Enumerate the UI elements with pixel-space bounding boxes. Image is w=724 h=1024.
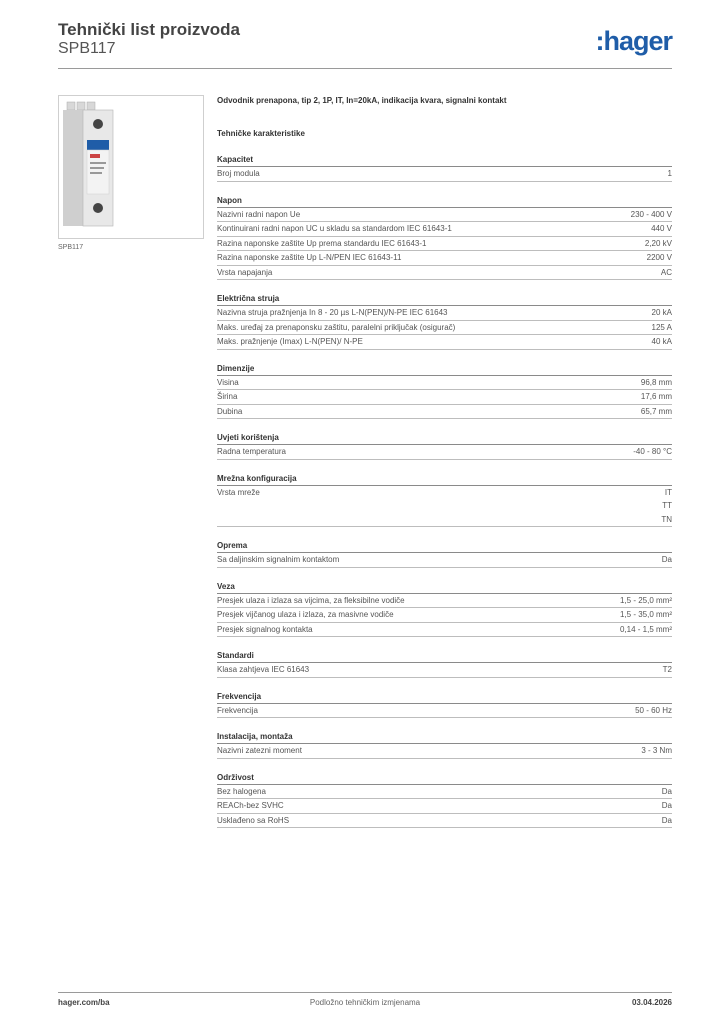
spec-label: Sa daljinskim signalnim kontaktom	[217, 555, 340, 564]
spec-row	[217, 553, 672, 568]
spec-value: 3 - 3 Nm	[641, 746, 672, 755]
product-description: Odvodnik prenapona, tip 2, 1P, IT, In=20kA, indikacija kvara, signalni kontakt	[217, 96, 507, 105]
spec-values	[651, 222, 672, 236]
spec-values	[633, 445, 672, 459]
spec-label: Vrsta napajanja	[217, 267, 273, 277]
spec-row	[217, 704, 672, 719]
spec-value: 40 kA	[651, 337, 672, 346]
spec-values	[641, 405, 672, 419]
spec-row	[217, 785, 672, 800]
spec-values	[641, 390, 672, 404]
spec-values	[661, 266, 672, 280]
spec-row	[217, 623, 672, 638]
spec-value: 2,20 kV	[644, 238, 672, 248]
spec-label: Vrsta mreže	[217, 487, 260, 497]
spec-values	[662, 553, 672, 567]
hager-logo: :hager	[595, 26, 672, 56]
spec-values	[635, 704, 672, 718]
spec-values	[662, 814, 672, 828]
spec-row	[217, 608, 672, 623]
section-title: Instalacija, montaža	[217, 731, 672, 744]
product-code: SPB117	[58, 40, 116, 57]
spec-section	[217, 540, 672, 568]
page-header	[58, 20, 672, 68]
footer-divider	[58, 992, 672, 993]
spec-section	[217, 154, 672, 182]
product-image	[58, 95, 204, 239]
spec-row	[217, 335, 672, 350]
spec-label: Dubina	[217, 406, 243, 416]
spec-section	[217, 432, 672, 460]
spec-value: 17,6 mm	[640, 392, 672, 401]
spec-row	[217, 814, 672, 829]
spec-label: Kontinuirani radni napon UC u skladu sa standardom IEC 61643-1	[217, 224, 452, 233]
spec-label: Frekvencija	[217, 705, 258, 715]
spec-values	[661, 486, 672, 527]
product-caption: SPB117	[58, 244, 84, 251]
section-title: Veza	[217, 581, 672, 594]
spec-value: 20 kA	[651, 308, 672, 317]
spec-label: Presjek signalnog kontakta	[217, 624, 313, 634]
spec-value: IT	[664, 487, 672, 497]
spec-label: Radna temperatura	[217, 447, 286, 456]
spec-section	[217, 772, 672, 829]
spec-label: Nazivni zatezni moment	[217, 746, 302, 755]
spec-row	[217, 744, 672, 759]
spec-row	[217, 390, 672, 405]
section-title: Održivost	[217, 772, 672, 785]
spec-values	[662, 785, 672, 799]
spec-label: Klasa zahtjeva IEC 61643	[217, 665, 310, 674]
section-title: Standardi	[217, 650, 672, 663]
spec-values	[631, 208, 672, 222]
spec-value: 2200 V	[646, 253, 672, 262]
spec-row	[217, 266, 672, 281]
section-title: Mrežna konfiguracija	[217, 473, 672, 486]
spec-values	[641, 376, 672, 390]
spec-row	[217, 306, 672, 321]
section-title: Napon	[217, 195, 672, 208]
section-title: Električna struja	[217, 293, 672, 306]
spec-section	[217, 473, 672, 528]
spec-value: 50 - 60 Hz	[635, 705, 672, 715]
spec-label: Nazivna struja pražnjenja In 8 - 20 µs L-N(PEN)/N-PE IEC 61643	[217, 308, 448, 317]
spec-values	[662, 799, 672, 813]
spec-label: Usklađeno sa RoHS	[217, 815, 290, 825]
spec-section	[217, 731, 672, 759]
spec-row	[217, 799, 672, 814]
spec-value: 96,8 mm	[640, 377, 672, 387]
spec-values	[645, 237, 672, 251]
footer-website: hager.com/ba	[58, 998, 110, 1007]
spec-section	[217, 195, 672, 281]
spec-label: Presjek vijčanog ulaza i izlaza, za masivne vodiče	[217, 610, 394, 619]
spec-value: Da	[661, 555, 672, 564]
section-title: Uvjeti korištenja	[217, 432, 672, 445]
spec-value: TN	[661, 514, 672, 524]
spec-section	[217, 293, 672, 350]
spec-label: Maks. uređaj za prenaponsku zaštitu, paralelni priključak (osigurač)	[217, 322, 456, 332]
spec-value: 125 A	[651, 322, 672, 332]
spec-section	[217, 363, 672, 420]
spec-label: Razina naponske zaštite Up prema standardu IEC 61643-1	[217, 238, 427, 248]
spec-value: 440 V	[651, 224, 672, 233]
spec-values	[620, 594, 672, 608]
spec-row	[217, 405, 672, 420]
spec-label: Visina	[217, 377, 239, 387]
spec-row	[217, 486, 672, 528]
spec-label: Presjek ulaza i izlaza sa vijcima, za fleksibilne vodiče	[217, 595, 405, 605]
spec-value: 65,7 mm	[640, 406, 672, 416]
spec-value: 1,5 - 25,0 mm²	[619, 595, 672, 605]
spec-values	[641, 744, 672, 758]
spec-value: 1	[667, 169, 672, 178]
spec-value: -40 - 80 °C	[633, 447, 672, 456]
spec-value: 230 - 400 V	[630, 209, 672, 219]
spec-values	[620, 623, 672, 637]
spec-row	[217, 208, 672, 223]
spec-label: Maks. pražnjenje (Imax) L-N(PEN)/ N-PE	[217, 337, 363, 346]
specs-heading: Tehničke karakteristike	[217, 129, 305, 138]
spec-values	[652, 321, 672, 335]
spec-content	[217, 95, 672, 828]
spec-value: TT	[662, 501, 672, 510]
spec-values	[652, 335, 672, 349]
spec-row	[217, 251, 672, 266]
spec-value: Da	[661, 801, 672, 810]
spec-section	[217, 691, 672, 719]
spec-sections	[217, 154, 672, 828]
spec-label: Širina	[217, 392, 238, 401]
spec-value: Da	[661, 786, 672, 796]
spec-row	[217, 594, 672, 609]
spec-value: T2	[662, 665, 672, 674]
spec-label: Razina naponske zaštite Up L-N/PEN IEC 61643-11	[217, 253, 402, 262]
section-title: Oprema	[217, 540, 672, 553]
spec-section	[217, 581, 672, 638]
spec-label: Nazivni radni napon Ue	[217, 209, 301, 219]
page-title: Tehnički list proizvoda	[58, 20, 240, 39]
section-title: Dimenzije	[217, 363, 672, 376]
header-divider	[58, 68, 672, 69]
spec-row	[217, 376, 672, 391]
spec-values	[647, 251, 672, 265]
spec-row	[217, 222, 672, 237]
spec-label: Bez halogena	[217, 786, 266, 796]
spec-values	[652, 306, 672, 320]
spec-values	[620, 608, 672, 622]
section-title: Kapacitet	[217, 154, 672, 167]
footer-date: 03.04.2026	[631, 998, 672, 1007]
spec-values	[663, 663, 672, 677]
spec-value: 1,5 - 35,0 mm²	[619, 610, 672, 619]
spec-section	[217, 650, 672, 678]
spec-row	[217, 445, 672, 460]
section-title: Frekvencija	[217, 691, 672, 704]
spec-label: REACh-bez SVHC	[217, 801, 284, 810]
spec-row	[217, 167, 672, 182]
spec-row	[217, 663, 672, 678]
spec-value: 0,14 - 1,5 mm²	[619, 624, 672, 634]
spec-value: AC	[660, 267, 672, 277]
spec-value: Da	[661, 815, 672, 825]
footer-note: Podložno tehničkim izmjenama	[309, 998, 421, 1007]
spec-row	[217, 321, 672, 336]
spec-values	[668, 167, 672, 181]
spec-row	[217, 237, 672, 252]
spec-label: Broj modula	[217, 169, 260, 178]
